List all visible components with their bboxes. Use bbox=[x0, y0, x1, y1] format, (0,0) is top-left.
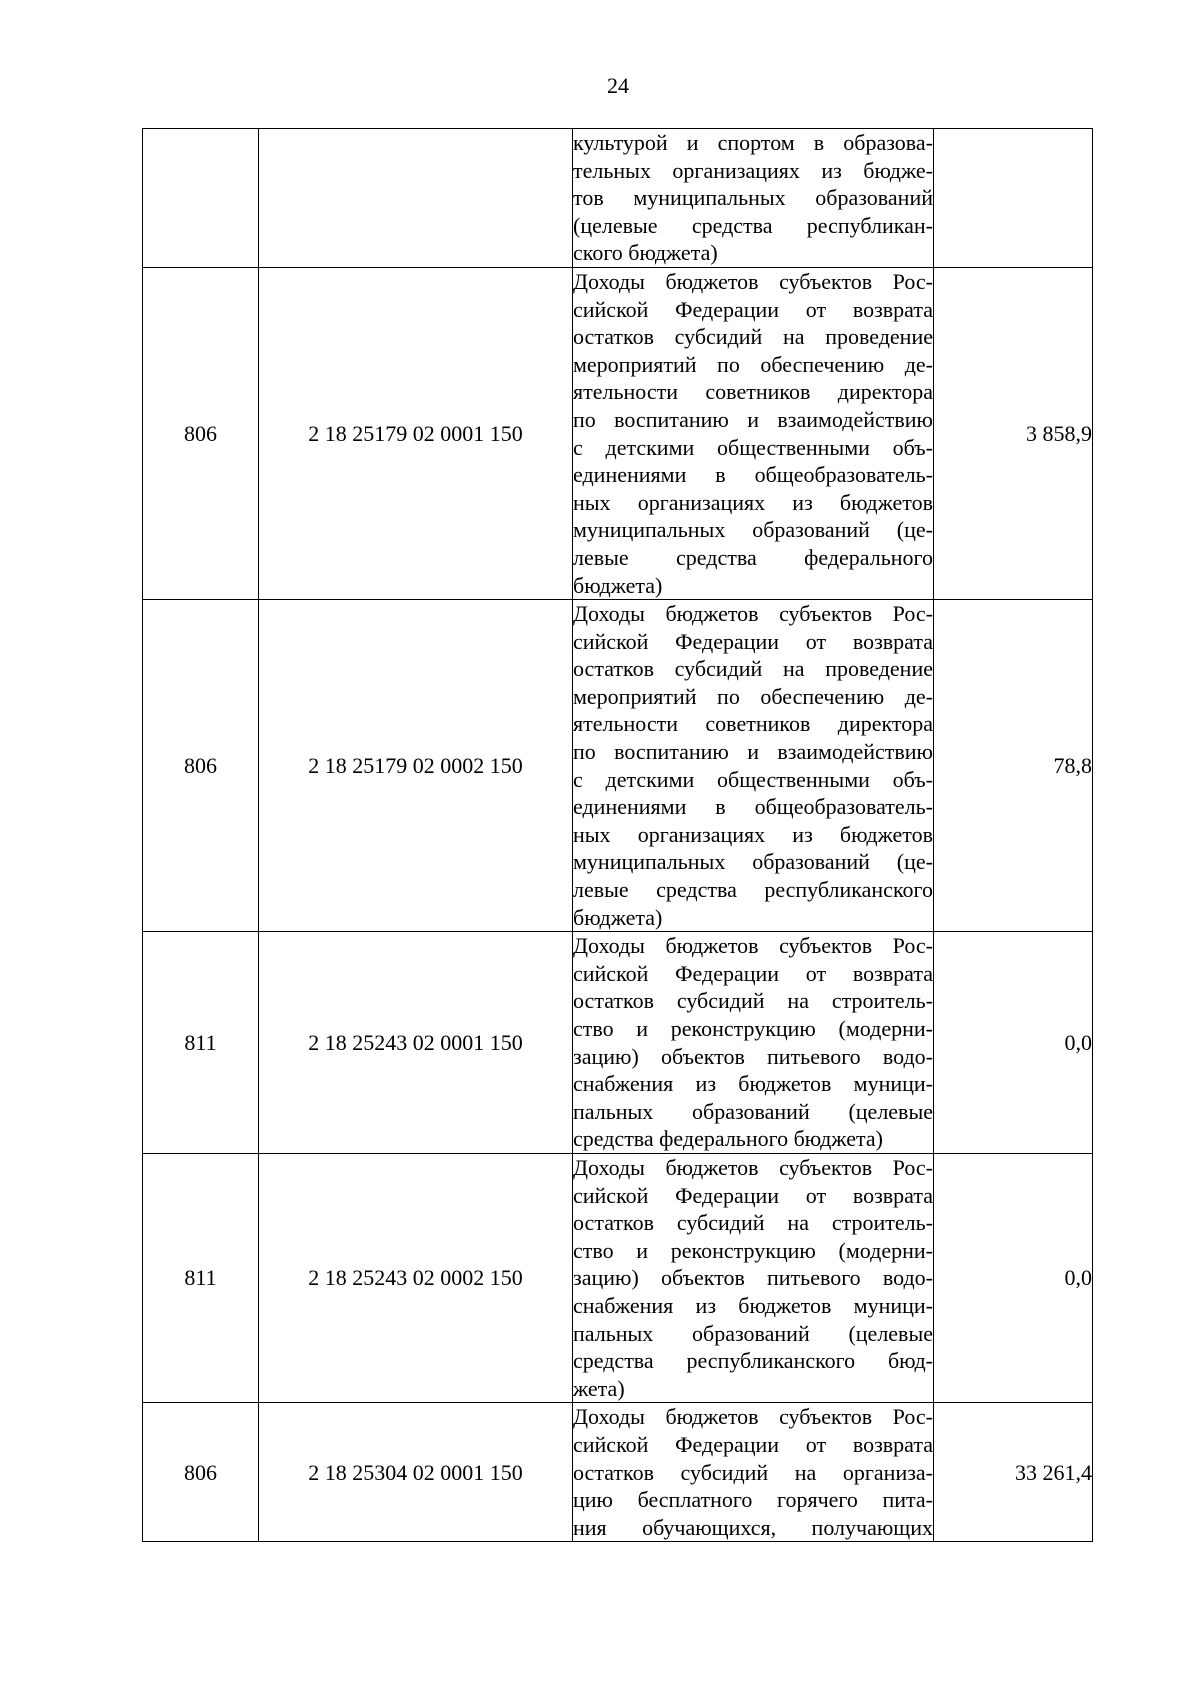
budget-classification-code-cell: 2 18 25179 02 0001 150 bbox=[259, 267, 573, 599]
revenue-name-line: единениями в общеобразователь- bbox=[573, 794, 933, 820]
revenue-name-line: ных организациях из бюджетов bbox=[573, 489, 933, 515]
revenue-name-line: сийской Федерации от возврата bbox=[573, 1182, 933, 1208]
revenue-name-line: остатков субсидий на организа- bbox=[573, 1459, 933, 1485]
revenue-name-line: цию бесплатного горячего пита- bbox=[573, 1487, 933, 1513]
admin-code-cell: 811 bbox=[143, 1153, 259, 1402]
budget-classification-code-cell: 2 18 25304 02 0001 150 bbox=[259, 1403, 573, 1542]
admin-code-cell bbox=[143, 129, 259, 268]
budget-classification-code-cell: 2 18 25243 02 0002 150 bbox=[259, 1153, 573, 1402]
revenue-name-line: остатков субсидий на строитель- bbox=[573, 988, 933, 1014]
revenue-name-line: мероприятий по обеспечению де- bbox=[573, 351, 933, 377]
revenue-name-line: (целевые средства республикан- bbox=[573, 212, 933, 238]
revenue-name-line: Доходы бюджетов субъектов Рос- bbox=[573, 601, 933, 627]
revenue-name-line: остатков субсидий на проведение bbox=[573, 324, 933, 350]
revenue-name-line: культурой и спортом в образова- bbox=[573, 130, 933, 155]
amount-cell: 0,0 bbox=[934, 1153, 1093, 1402]
revenue-name-line: зацию) объектов питьевого водо- bbox=[573, 1265, 933, 1291]
table-row bbox=[143, 600, 1093, 932]
amount-cell bbox=[934, 129, 1093, 268]
revenue-name-cell bbox=[573, 129, 934, 268]
revenue-name-line: пальных образований (целевые bbox=[573, 1320, 933, 1346]
revenue-name-line: средства федерального бюджета) bbox=[573, 1126, 883, 1152]
revenue-name-line: Доходы бюджетов субъектов Рос- bbox=[573, 933, 933, 959]
amount-cell: 3 858,9 bbox=[934, 267, 1093, 599]
admin-code-cell: 806 bbox=[143, 600, 259, 932]
revenue-name-line: сийской Федерации от возврата bbox=[573, 296, 933, 322]
revenue-name-line: Доходы бюджетов субъектов Рос- bbox=[573, 1154, 933, 1180]
admin-code-cell: 811 bbox=[143, 932, 259, 1154]
revenue-name-line: мероприятий по обеспечению де- bbox=[573, 683, 933, 709]
table-row bbox=[143, 1403, 1093, 1542]
revenue-name-line: сийской Федерации от возврата bbox=[573, 1431, 933, 1457]
revenue-name-line: средства республиканского бюд- bbox=[573, 1348, 933, 1374]
revenue-name-line: ского бюджета) bbox=[573, 240, 718, 266]
revenue-name-line: зацию) объектов питьевого водо- bbox=[573, 1043, 933, 1069]
revenue-name-line: левые средства федерального bbox=[573, 544, 933, 570]
amount-cell: 0,0 bbox=[934, 932, 1093, 1154]
page-number: 24 bbox=[607, 73, 629, 98]
budget-revenue-table bbox=[142, 128, 1093, 1542]
table-row bbox=[143, 932, 1093, 1154]
revenue-name-line: сийской Федерации от возврата bbox=[573, 960, 933, 986]
admin-code-cell: 806 bbox=[143, 267, 259, 599]
revenue-name-line: пальных образований (целевые bbox=[573, 1098, 933, 1124]
revenue-name-line: жета) bbox=[573, 1375, 625, 1401]
revenue-name-line: ство и реконструкцию (модерни- bbox=[573, 1016, 933, 1041]
revenue-name-line: единениями в общеобразователь- bbox=[573, 462, 933, 488]
budget-classification-code-cell: 2 18 25179 02 0002 150 bbox=[259, 600, 573, 932]
revenue-name-line: с детскими общественными объ- bbox=[573, 766, 933, 792]
revenue-name-line: по воспитанию и взаимодействию bbox=[573, 406, 933, 432]
revenue-name-line: ных организациях из бюджетов bbox=[573, 821, 933, 847]
revenue-name-cell bbox=[573, 267, 934, 599]
budget-classification-code-cell bbox=[259, 129, 573, 268]
amount-cell: 33 261,4 bbox=[934, 1403, 1093, 1542]
revenue-name-line: тов муниципальных образований bbox=[573, 185, 933, 211]
revenue-name-line: бюджета) bbox=[573, 904, 663, 930]
revenue-name-line: ния обучающихся, получающих bbox=[573, 1514, 933, 1540]
revenue-name-line: остатков субсидий на строитель- bbox=[573, 1210, 933, 1236]
revenue-name-line: по воспитанию и взаимодействию bbox=[573, 739, 933, 765]
revenue-name-line: бюджета) bbox=[573, 572, 663, 598]
revenue-name-cell bbox=[573, 1153, 934, 1402]
table-row bbox=[143, 129, 1093, 268]
revenue-name-line: снабжения из бюджетов муници- bbox=[573, 1292, 933, 1318]
revenue-name-line: ство и реконструкцию (модерни- bbox=[573, 1237, 933, 1263]
revenue-name-line: тельных организациях из бюдже- bbox=[573, 157, 933, 183]
table-row bbox=[143, 267, 1093, 599]
revenue-name-line: муниципальных образований (це- bbox=[573, 517, 933, 543]
revenue-name-cell bbox=[573, 932, 934, 1154]
revenue-name-cell bbox=[573, 1403, 934, 1542]
revenue-name-line: Доходы бюджетов субъектов Рос- bbox=[573, 268, 933, 294]
revenue-name-line: сийской Федерации от возврата bbox=[573, 628, 933, 654]
budget-classification-code-cell: 2 18 25243 02 0001 150 bbox=[259, 932, 573, 1154]
revenue-name-line: ятельности советников директора bbox=[573, 711, 933, 737]
admin-code-cell: 806 bbox=[143, 1403, 259, 1542]
revenue-name-line: снабжения из бюджетов муници- bbox=[573, 1071, 933, 1097]
revenue-name-line: с детскими общественными объ- bbox=[573, 434, 933, 460]
revenue-name-line: левые средства республиканского bbox=[573, 877, 933, 903]
revenue-name-line: муниципальных образований (це- bbox=[573, 849, 933, 875]
revenue-name-line: остатков субсидий на проведение bbox=[573, 656, 933, 682]
revenue-name-line: ятельности советников директора bbox=[573, 379, 933, 405]
revenue-name-cell bbox=[573, 600, 934, 932]
revenue-name-line: Доходы бюджетов субъектов Рос- bbox=[573, 1404, 933, 1430]
table-row bbox=[143, 1153, 1093, 1402]
amount-cell: 78,8 bbox=[934, 600, 1093, 932]
